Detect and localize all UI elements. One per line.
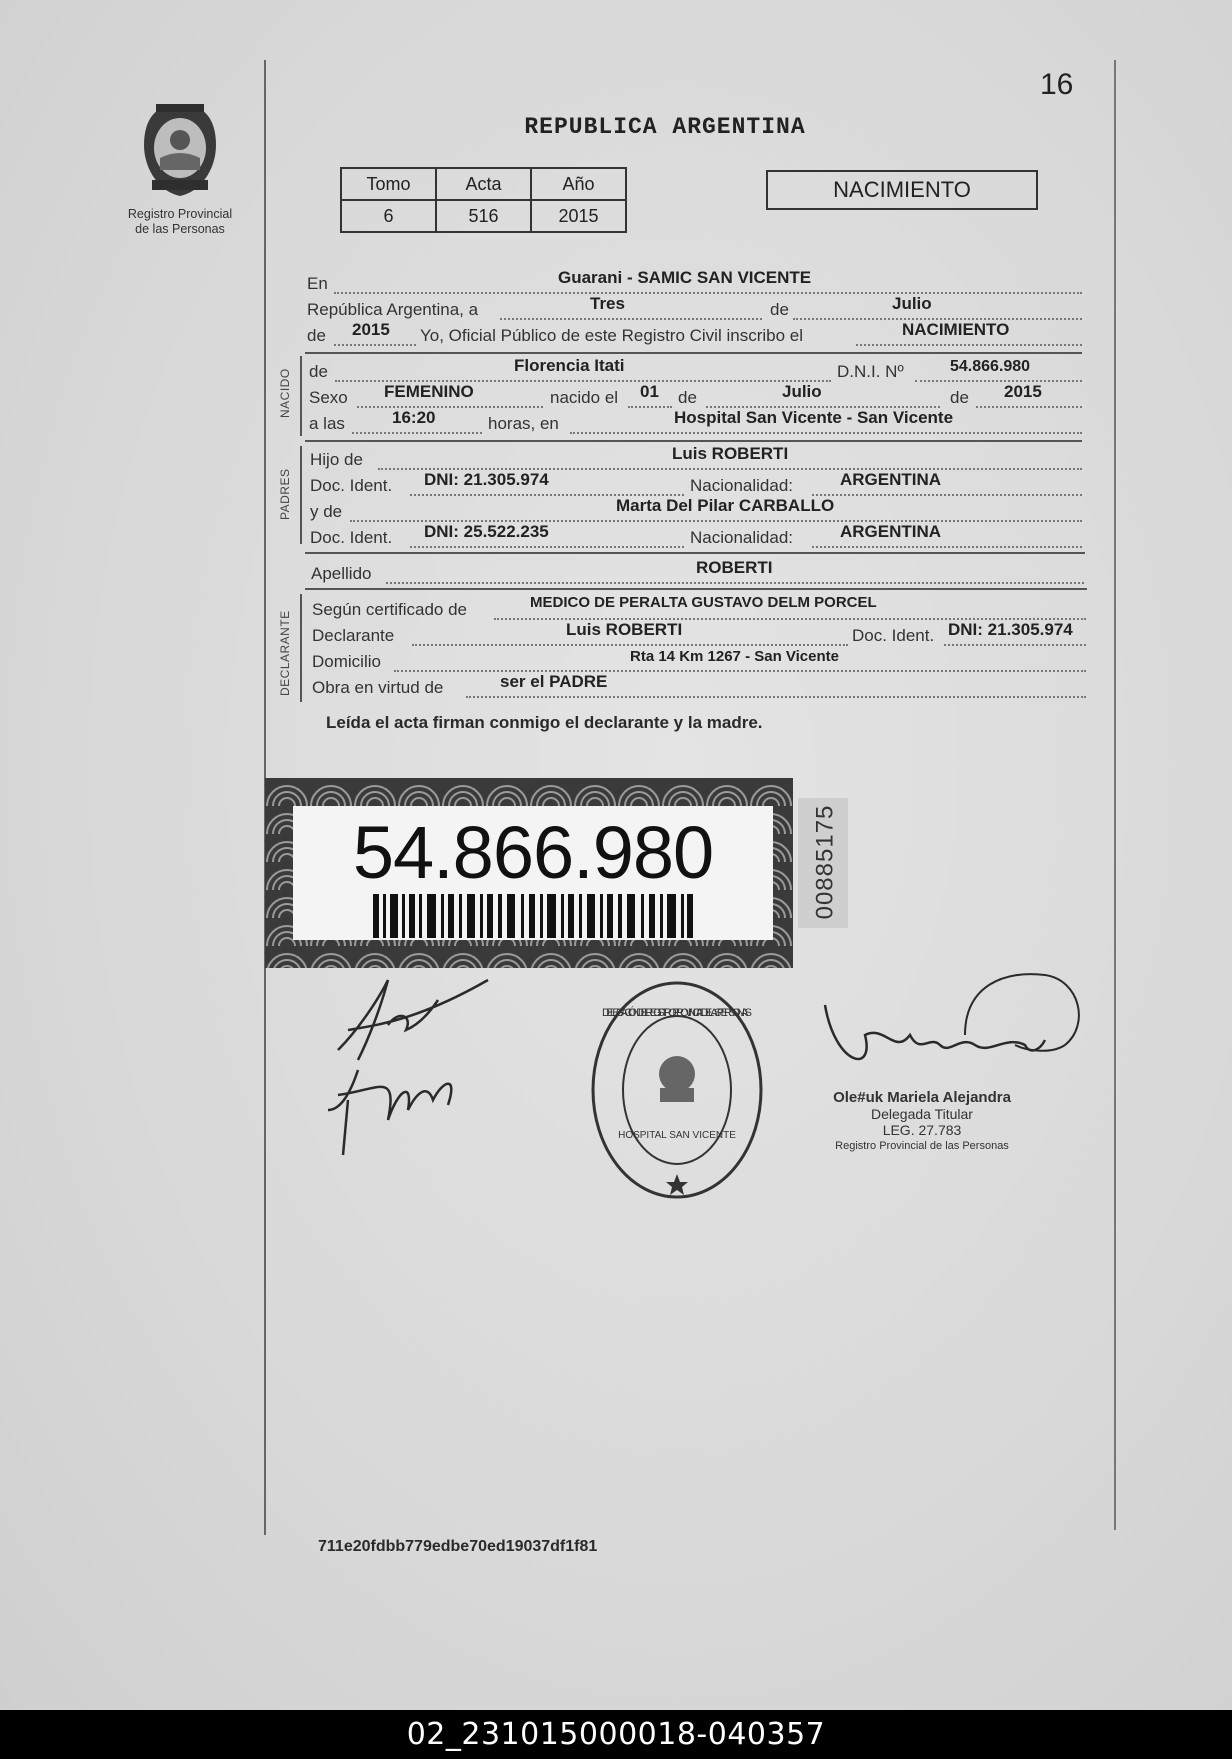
document-hash: 711e20fdbb779edbe70ed19037df1f81 bbox=[318, 1538, 598, 1555]
dotted-line bbox=[812, 494, 1082, 496]
madre-nac-label: Nacionalidad: bbox=[690, 528, 794, 547]
dni-label: D.N.I. Nº bbox=[837, 362, 904, 381]
dotted-line bbox=[334, 292, 1082, 294]
acta-header-anio: Año bbox=[531, 168, 626, 200]
hijo-de-label: Hijo de bbox=[310, 450, 363, 469]
declarante-label: Declarante bbox=[312, 626, 395, 645]
dotted-line bbox=[915, 380, 1082, 382]
mes-value: Julio bbox=[892, 294, 932, 313]
horas-en-label: horas, en bbox=[488, 414, 559, 433]
official-leg: LEG. 27.783 bbox=[882, 1122, 962, 1138]
section-bracket bbox=[300, 594, 302, 702]
nacido-section-label: NACIDO bbox=[278, 368, 292, 418]
apellido-value: ROBERTI bbox=[696, 558, 773, 577]
acta-value-tomo: 6 bbox=[341, 200, 436, 232]
padre-nac-value: ARGENTINA bbox=[840, 470, 942, 489]
madre-value: Marta Del Pilar CARBALLO bbox=[616, 496, 835, 515]
acta-table bbox=[340, 167, 627, 233]
footer-id: 02_231015000018-040357 bbox=[406, 1717, 826, 1752]
registry-stamp-icon bbox=[588, 978, 766, 1202]
dni-value: 54.866.980 bbox=[950, 358, 1031, 375]
dotted-line bbox=[944, 644, 1086, 646]
separator bbox=[305, 588, 1087, 590]
official-office: Registro Provincial de las Personas bbox=[835, 1140, 1009, 1152]
dotted-line bbox=[856, 344, 1082, 346]
padre-nac-label: Nacionalidad: bbox=[690, 476, 794, 495]
document-title: REPUBLICA ARGENTINA bbox=[524, 114, 806, 140]
dotted-line bbox=[466, 696, 1086, 698]
de-label: de bbox=[770, 300, 789, 319]
sticker-dni-number: 54.866.980 bbox=[352, 811, 714, 894]
logo-caption-line1: Registro Provincial bbox=[127, 207, 233, 221]
sticker-label bbox=[293, 806, 773, 940]
apellido-label: Apellido bbox=[311, 564, 372, 583]
sexo-label: Sexo bbox=[309, 388, 348, 407]
dotted-line bbox=[976, 406, 1082, 408]
declarante-doc-value: DNI: 21.305.974 bbox=[948, 620, 1073, 639]
closing-statement: Leída el acta firman conmigo el declarante y la madre. bbox=[326, 713, 763, 732]
official-name: Ole#uk Mariela Alejandra bbox=[833, 1089, 1011, 1106]
domicilio-value: Rta 14 Km 1267 - San Vicente bbox=[630, 648, 839, 665]
logo-caption-line2: de las Personas bbox=[135, 222, 225, 236]
right-margin-line bbox=[1114, 60, 1116, 1530]
declarante-section-label: DECLARANTE bbox=[278, 610, 292, 696]
side-control-code bbox=[798, 798, 848, 928]
section-bracket bbox=[300, 356, 302, 436]
lugar-value: Hospital San Vicente - San Vicente bbox=[674, 408, 954, 427]
de2-label: de bbox=[307, 326, 326, 345]
hora-value: 16:20 bbox=[392, 408, 436, 427]
acta-table-value-row bbox=[341, 200, 626, 232]
de-label-2: de bbox=[678, 388, 697, 407]
sexo-value: FEMENINO bbox=[384, 382, 474, 401]
dotted-line bbox=[500, 318, 762, 320]
obra-value: ser el PADRE bbox=[500, 672, 608, 691]
stamp-outer-text: DELEGACIÓN DEL REGISTRO PROVINCIAL DE LAS PERSONAS bbox=[602, 1007, 752, 1019]
barcode-icon bbox=[373, 894, 693, 938]
official-role: Delegada Titular bbox=[871, 1106, 973, 1122]
section-bracket bbox=[300, 446, 302, 544]
nombre-value: Florencia Itati bbox=[514, 356, 625, 375]
acta-value-acta: 516 bbox=[436, 200, 531, 232]
a-las-label: a las bbox=[309, 414, 345, 433]
side-control-code-text: 00885175 bbox=[811, 804, 839, 920]
official-signature-block bbox=[822, 1090, 1022, 1154]
declarante-doc-label: Doc. Ident. bbox=[852, 626, 935, 645]
dni-sticker bbox=[265, 778, 793, 968]
acta-header-acta: Acta bbox=[436, 168, 531, 200]
en-value: Guarani - SAMIC SAN VICENTE bbox=[558, 268, 812, 287]
dotted-line bbox=[352, 432, 482, 434]
logo-caption bbox=[100, 207, 260, 237]
dotted-line bbox=[812, 546, 1082, 548]
dia-nac-value: 01 bbox=[640, 382, 659, 401]
signature-declarante-icon bbox=[318, 970, 498, 1160]
inscribo-value: NACIMIENTO bbox=[902, 320, 1010, 339]
padre-doc-value: DNI: 21.305.974 bbox=[424, 470, 549, 489]
anio-nac-value: 2015 bbox=[1004, 382, 1042, 401]
separator bbox=[305, 352, 1082, 354]
dotted-line bbox=[386, 582, 1084, 584]
domicilio-label: Domicilio bbox=[312, 652, 381, 671]
padre-doc-label: Doc. Ident. bbox=[310, 476, 393, 495]
declarante-value: Luis ROBERTI bbox=[566, 620, 683, 639]
inscribo-label: Yo, Oficial Público de este Registro Civil inscribo el bbox=[420, 326, 803, 345]
republica-label: República Argentina, a bbox=[307, 300, 479, 319]
madre-doc-value: DNI: 25.522.235 bbox=[424, 522, 549, 541]
anio-value: 2015 bbox=[352, 320, 390, 339]
dotted-line bbox=[357, 406, 543, 408]
certificado-label: Según certificado de bbox=[312, 600, 467, 619]
madre-doc-label: Doc. Ident. bbox=[310, 528, 393, 547]
separator bbox=[305, 440, 1082, 442]
obra-label: Obra en virtud de bbox=[312, 678, 444, 697]
acta-table-header-row bbox=[341, 168, 626, 200]
de-label-3: de bbox=[950, 388, 969, 407]
certificado-value: MEDICO DE PERALTA GUSTAVO DELM PORCEL bbox=[530, 594, 877, 611]
dotted-line bbox=[412, 644, 848, 646]
padre-value: Luis ROBERTI bbox=[672, 444, 789, 463]
page-number: 16 bbox=[1040, 68, 1074, 101]
acta-value-anio: 2015 bbox=[531, 200, 626, 232]
en-label: En bbox=[307, 274, 328, 293]
document-type-box: NACIMIENTO bbox=[766, 170, 1038, 210]
dotted-line bbox=[628, 406, 672, 408]
nacido-de-label: de bbox=[309, 362, 328, 381]
madre-nac-value: ARGENTINA bbox=[840, 522, 942, 541]
dia-value: Tres bbox=[590, 294, 625, 313]
stamp-inner-text: HOSPITAL SAN VICENTE bbox=[618, 1130, 736, 1141]
nacido-el-label: nacido el bbox=[550, 388, 619, 407]
dotted-line bbox=[334, 344, 416, 346]
dotted-line bbox=[570, 432, 1082, 434]
dotted-line bbox=[410, 546, 684, 548]
separator bbox=[305, 552, 1085, 554]
dotted-line bbox=[394, 670, 1086, 672]
footer-id-bar bbox=[0, 1710, 1232, 1759]
padres-section-label: PADRES bbox=[278, 468, 292, 520]
y-de-label: y de bbox=[310, 502, 343, 521]
provincial-seal-icon bbox=[130, 100, 230, 200]
mes-nac-value: Julio bbox=[782, 382, 822, 401]
acta-header-tomo: Tomo bbox=[341, 168, 436, 200]
signature-official-icon bbox=[815, 965, 1095, 1105]
